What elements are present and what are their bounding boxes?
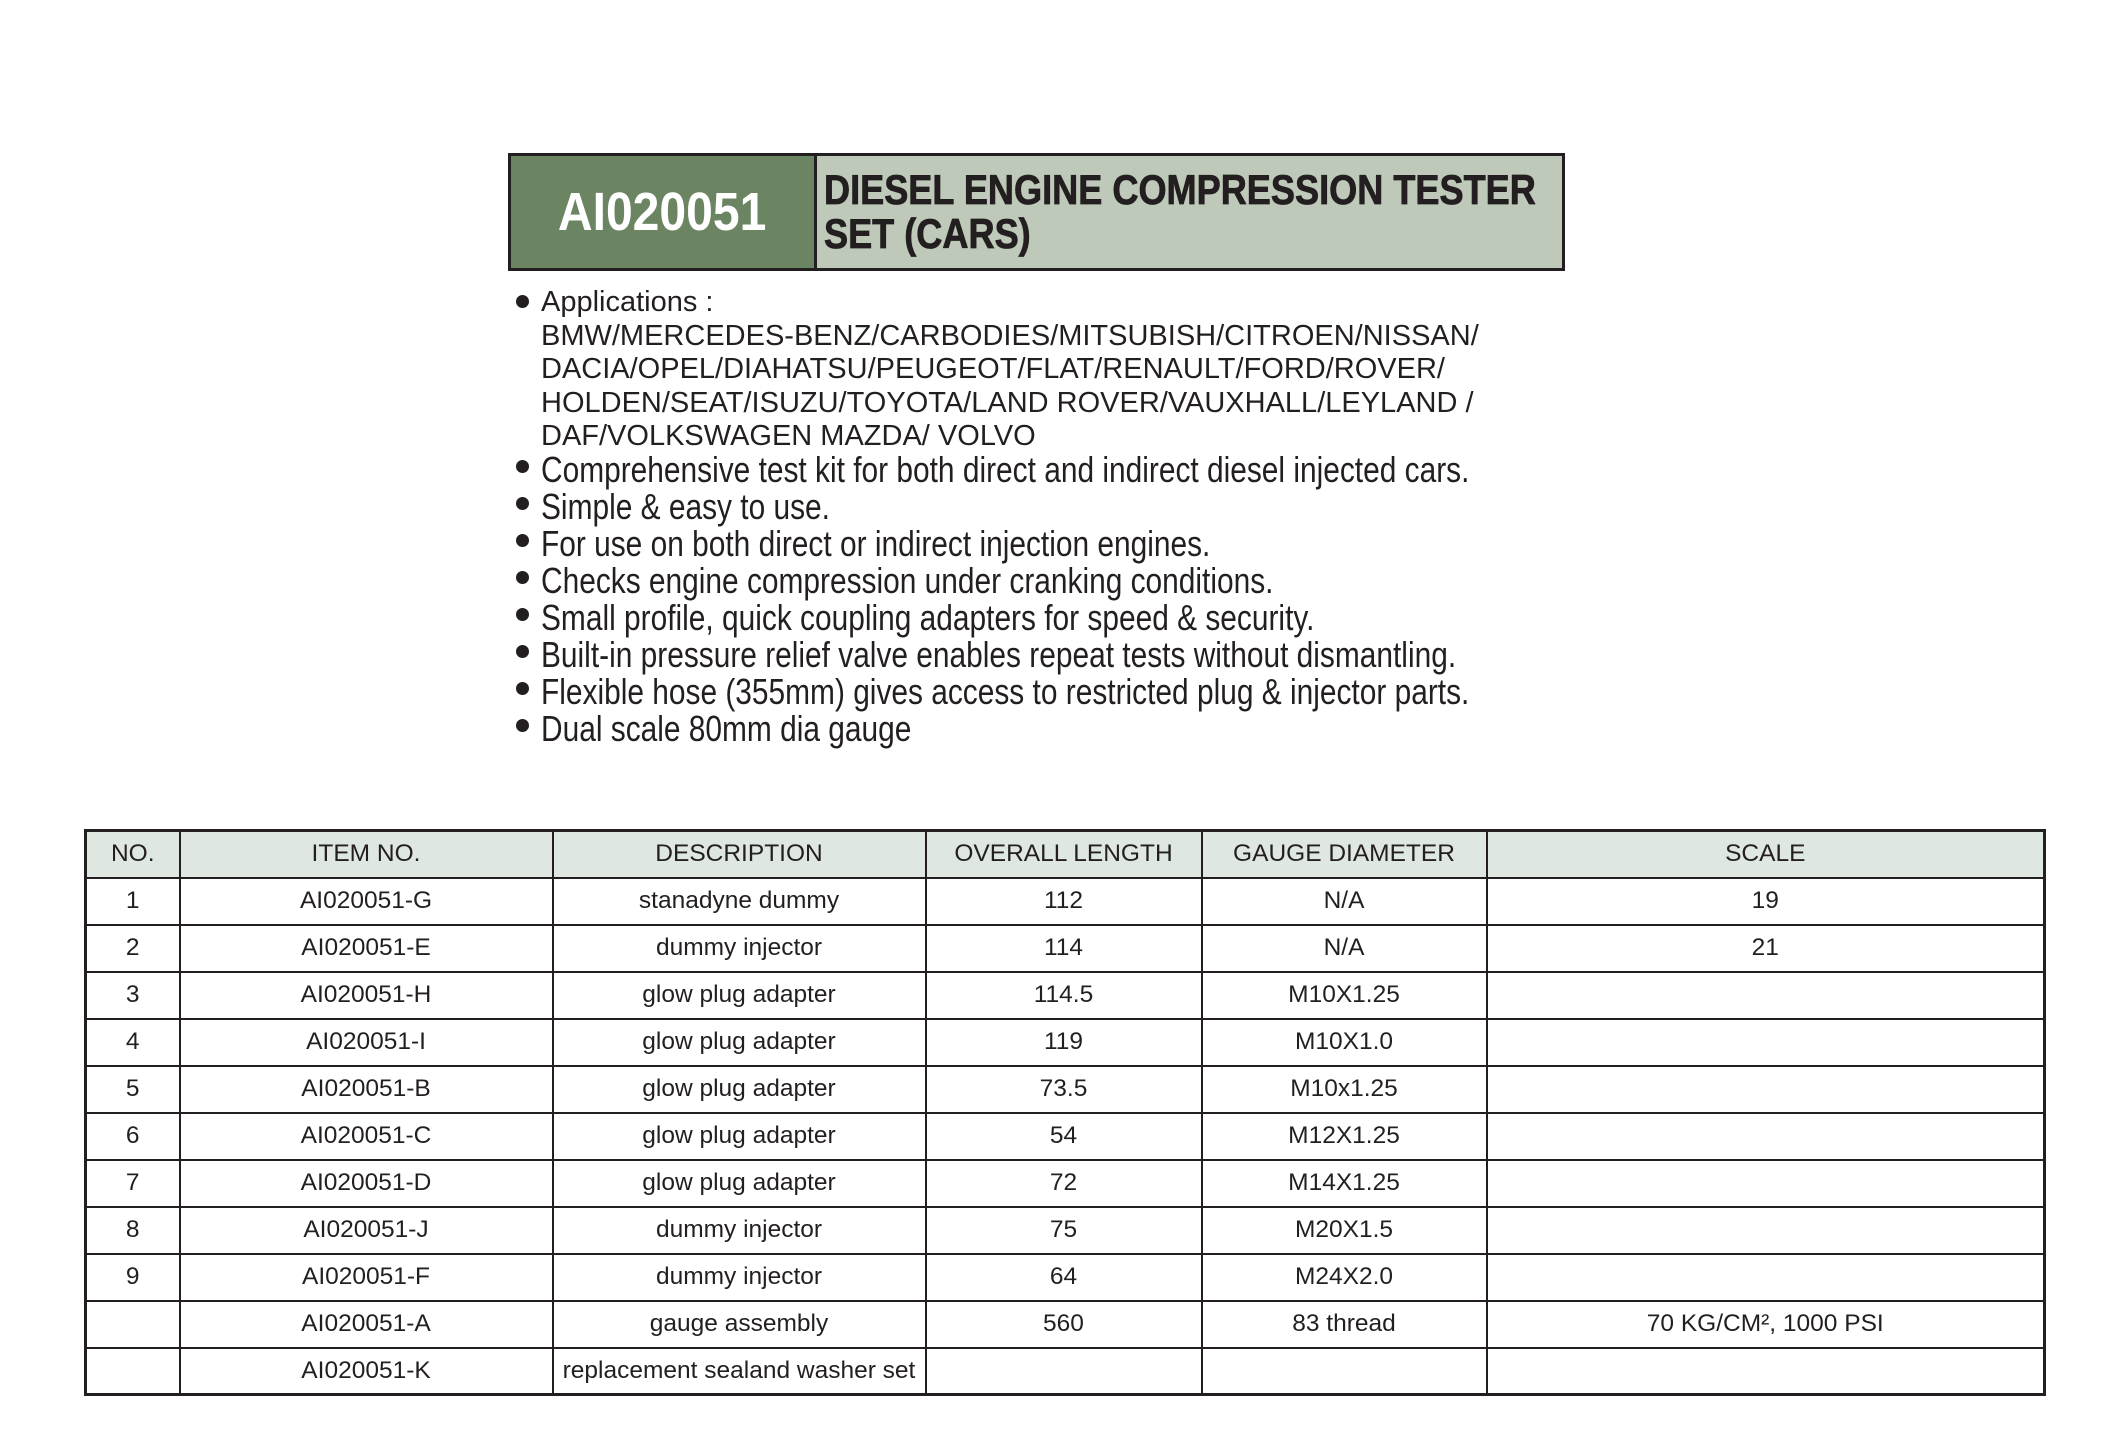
cell-scale — [1487, 1348, 2045, 1395]
table-row — [86, 1160, 2045, 1207]
cell-description: dummy injector — [553, 1254, 926, 1301]
bullet-icon — [516, 645, 529, 658]
cell-overall-length: 73.5 — [926, 1066, 1202, 1113]
cell-item-no: AI020051-A — [180, 1301, 553, 1348]
cell-overall-length: 119 — [926, 1019, 1202, 1066]
cell-no: 5 — [86, 1066, 180, 1113]
product-title-box — [508, 153, 1565, 271]
cell-scale — [1487, 1066, 2045, 1113]
cell-overall-length: 54 — [926, 1113, 1202, 1160]
cell-overall-length: 114 — [926, 925, 1202, 972]
table-row — [86, 1301, 2045, 1348]
cell-gauge-diameter: M12X1.25 — [1202, 1113, 1487, 1160]
column-header-description: DESCRIPTION — [553, 831, 926, 878]
cell-scale — [1487, 972, 2045, 1019]
cell-scale: 70 KG/CM², 1000 PSI — [1487, 1301, 2045, 1348]
cell-overall-length: 72 — [926, 1160, 1202, 1207]
cell-overall-length: 75 — [926, 1207, 1202, 1254]
cell-gauge-diameter: M20X1.5 — [1202, 1207, 1487, 1254]
feature-item — [541, 710, 1660, 747]
cell-gauge-diameter: 83 thread — [1202, 1301, 1487, 1348]
bullet-icon — [516, 497, 529, 510]
cell-no: 8 — [86, 1207, 180, 1254]
bullet-icon — [516, 460, 529, 473]
cell-item-no: AI020051-F — [180, 1254, 553, 1301]
cell-no: 1 — [86, 878, 180, 925]
cell-no: 3 — [86, 972, 180, 1019]
cell-gauge-diameter — [1202, 1348, 1487, 1395]
feature-text: Dual scale 80mm dia gauge — [541, 708, 912, 749]
feature-item — [541, 599, 1660, 636]
table-row — [86, 925, 2045, 972]
table-row — [86, 1348, 2045, 1395]
table-header — [86, 831, 2045, 878]
feature-item — [541, 636, 1660, 673]
table-row — [86, 878, 2045, 925]
feature-text: Built-in pressure relief valve enables repeat tests without dismantling. — [541, 634, 1457, 675]
cell-item-no: AI020051-E — [180, 925, 553, 972]
cell-item-no: AI020051-B — [180, 1066, 553, 1113]
feature-text: Checks engine compression under cranking conditions. — [541, 560, 1274, 601]
cell-overall-length: 64 — [926, 1254, 1202, 1301]
cell-gauge-diameter: M14X1.25 — [1202, 1160, 1487, 1207]
bullet-icon — [516, 534, 529, 547]
cell-gauge-diameter: N/A — [1202, 925, 1487, 972]
applications-line: DACIA/OPEL/DIAHATSU/PEUGEOT/FLAT/RENAULT/FORD/ROVER/ — [541, 353, 1445, 386]
bullet-icon — [516, 682, 529, 695]
cell-no: 9 — [86, 1254, 180, 1301]
table-row — [86, 1113, 2045, 1160]
cell-item-no: AI020051-C — [180, 1113, 553, 1160]
applications-label: Applications : — [541, 286, 714, 318]
applications-section — [541, 286, 1479, 454]
cell-overall-length: 560 — [926, 1301, 1202, 1348]
cell-description: glow plug adapter — [553, 972, 926, 1019]
cell-description: glow plug adapter — [553, 1160, 926, 1207]
cell-item-no: AI020051-D — [180, 1160, 553, 1207]
column-header-overall-length: OVERALL LENGTH — [926, 831, 1202, 878]
table-header-row — [86, 831, 2045, 878]
feature-list — [541, 451, 1660, 747]
column-header-scale: SCALE — [1487, 831, 2045, 878]
cell-description: dummy injector — [553, 925, 926, 972]
bullet-icon — [516, 719, 529, 732]
cell-scale — [1487, 1207, 2045, 1254]
cell-description: stanadyne dummy — [553, 878, 926, 925]
cell-scale — [1487, 1160, 2045, 1207]
cell-gauge-diameter: M10X1.25 — [1202, 972, 1487, 1019]
table-row — [86, 1207, 2045, 1254]
cell-item-no: AI020051-K — [180, 1348, 553, 1395]
feature-item — [541, 451, 1660, 488]
applications-line: BMW/MERCEDES-BENZ/CARBODIES/MITSUBISH/CITROEN/NISSAN/ — [541, 319, 1479, 352]
feature-text: Simple & easy to use. — [541, 486, 830, 527]
cell-no — [86, 1348, 180, 1395]
cell-description: dummy injector — [553, 1207, 926, 1254]
cell-description: glow plug adapter — [553, 1113, 926, 1160]
table-row — [86, 1066, 2045, 1113]
product-code: AI020051 — [558, 182, 767, 242]
cell-scale — [1487, 1113, 2045, 1160]
feature-text: Flexible hose (355mm) gives access to restricted plug & injector parts. — [541, 671, 1470, 712]
table-row — [86, 1254, 2045, 1301]
cell-item-no: AI020051-H — [180, 972, 553, 1019]
cell-scale: 21 — [1487, 925, 2045, 972]
cell-no — [86, 1301, 180, 1348]
cell-description: gauge assembly — [553, 1301, 926, 1348]
cell-item-no: AI020051-J — [180, 1207, 553, 1254]
bullet-icon — [516, 295, 529, 308]
cell-description: glow plug adapter — [553, 1019, 926, 1066]
product-title-line: DIESEL ENGINE COMPRESSION TESTER — [824, 166, 1536, 213]
cell-item-no: AI020051-G — [180, 878, 553, 925]
column-header-item-no: ITEM NO. — [180, 831, 553, 878]
feature-text: Comprehensive test kit for both direct and indirect diesel injected cars. — [541, 449, 1470, 490]
cell-no: 2 — [86, 925, 180, 972]
feature-text: For use on both direct or indirect injection engines. — [541, 523, 1211, 564]
cell-scale: 19 — [1487, 878, 2045, 925]
feature-item — [541, 525, 1660, 562]
table-row — [86, 972, 2045, 1019]
feature-item — [541, 488, 1660, 525]
cell-gauge-diameter: N/A — [1202, 878, 1487, 925]
table-body — [86, 878, 2045, 1395]
cell-scale — [1487, 1254, 2045, 1301]
cell-overall-length: 114.5 — [926, 972, 1202, 1019]
cell-gauge-diameter: M10x1.25 — [1202, 1066, 1487, 1113]
column-header-no: NO. — [86, 831, 180, 878]
product-code-cell — [511, 156, 817, 268]
cell-no: 4 — [86, 1019, 180, 1066]
cell-item-no: AI020051-I — [180, 1019, 553, 1066]
product-title-line: SET (CARS) — [824, 210, 1031, 257]
applications-line: HOLDEN/SEAT/ISUZU/TOYOTA/LAND ROVER/VAUXHALL/LEYLAND / — [541, 386, 1474, 419]
bullet-icon — [516, 571, 529, 584]
table-row — [86, 1019, 2045, 1066]
column-header-gauge-diameter: GAUGE DIAMETER — [1202, 831, 1487, 878]
cell-overall-length — [926, 1348, 1202, 1395]
applications-line: DAF/VOLKSWAGEN MAZDA/ VOLVO — [541, 420, 1036, 453]
parts-table — [84, 829, 2046, 1396]
product-title-cell — [817, 156, 1562, 268]
cell-gauge-diameter: M10X1.0 — [1202, 1019, 1487, 1066]
cell-overall-length: 112 — [926, 878, 1202, 925]
applications-heading — [541, 286, 1479, 320]
bullet-icon — [516, 608, 529, 621]
feature-item — [541, 673, 1660, 710]
cell-no: 6 — [86, 1113, 180, 1160]
feature-item — [541, 562, 1660, 599]
cell-description: glow plug adapter — [553, 1066, 926, 1113]
cell-gauge-diameter: M24X2.0 — [1202, 1254, 1487, 1301]
cell-description: replacement sealand washer set — [553, 1348, 926, 1395]
cell-scale — [1487, 1019, 2045, 1066]
feature-text: Small profile, quick coupling adapters for speed & security. — [541, 597, 1315, 638]
cell-no: 7 — [86, 1160, 180, 1207]
